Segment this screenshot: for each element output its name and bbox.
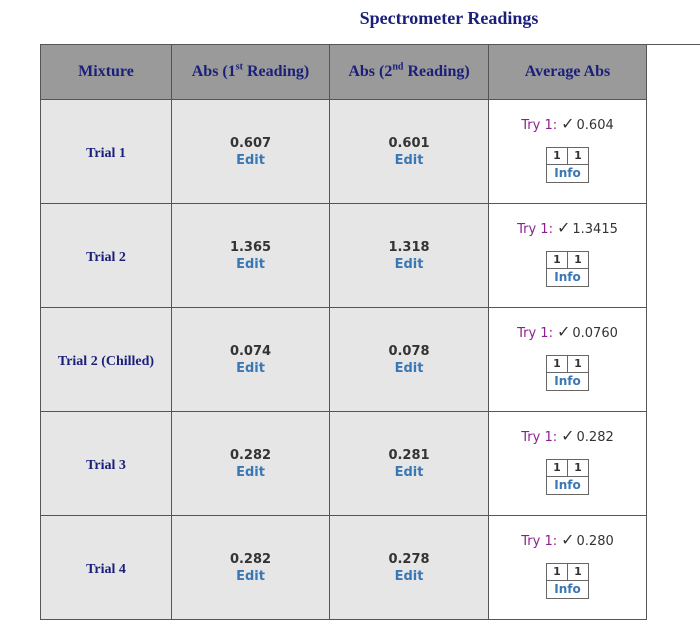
table-row — [41, 100, 647, 204]
abs1-cell — [172, 204, 330, 308]
score-badge-top — [547, 460, 588, 477]
average-cell — [489, 100, 647, 204]
abs2-edit-link[interactable]: Edit — [394, 256, 424, 272]
checkmark-icon: ✓ — [556, 218, 571, 237]
score-badge — [546, 147, 589, 183]
abs1-edit-link[interactable]: Edit — [236, 568, 265, 584]
average-cell — [489, 204, 647, 308]
try-line — [489, 426, 646, 445]
header-mixture: Mixture — [41, 45, 172, 100]
abs2-edit-link[interactable]: Edit — [394, 360, 424, 376]
score-earned: 1 — [553, 149, 561, 162]
try-line — [489, 218, 646, 237]
header-abs2-suffix: Reading) — [403, 63, 470, 80]
average-cell — [489, 308, 647, 412]
abs2-value: 0.281 — [388, 447, 430, 463]
abs1-edit-link[interactable]: Edit — [236, 360, 265, 376]
abs1-edit-link[interactable]: Edit — [236, 256, 265, 272]
mixture-cell — [41, 516, 172, 620]
checkmark-icon: ✓ — [561, 530, 575, 549]
score-possible: 1 — [567, 564, 588, 580]
score-badge-top — [547, 148, 588, 165]
abs1-cell — [172, 412, 330, 516]
average-cell — [489, 516, 647, 620]
score-badge-top — [547, 564, 588, 581]
try-label: Try 1: — [517, 326, 553, 341]
mixture-name: Trial 4 — [86, 561, 126, 577]
score-badge — [546, 563, 589, 599]
header-abs2-prefix: Abs (2 — [348, 63, 393, 80]
abs2-value: 1.318 — [388, 239, 430, 255]
mixture-name: Trial 1 — [86, 145, 126, 161]
abs1-value: 0.607 — [229, 135, 272, 151]
abs2-value: 0.601 — [388, 135, 430, 151]
average-value: 1.3415 — [572, 222, 618, 237]
table-top-rule — [646, 44, 700, 45]
checkmark-icon: ✓ — [561, 426, 575, 445]
info-link[interactable]: Info — [554, 270, 581, 284]
abs2-cell — [330, 516, 489, 620]
header-abs1-suffix: Reading) — [243, 63, 310, 80]
mixture-name: Trial 2 — [86, 249, 126, 265]
header-abs-first-reading — [172, 45, 330, 100]
table-row — [41, 204, 647, 308]
score-badge-top — [547, 356, 588, 373]
info-link[interactable]: Info — [554, 374, 581, 388]
mixture-cell — [41, 100, 172, 204]
abs2-value: 0.278 — [388, 551, 430, 567]
average-value: 0.0760 — [572, 326, 618, 341]
info-link[interactable]: Info — [554, 582, 581, 596]
table-row — [41, 412, 647, 516]
average-value: 0.282 — [576, 430, 614, 445]
abs2-edit-link[interactable]: Edit — [394, 152, 424, 168]
abs2-edit-link[interactable]: Edit — [394, 568, 424, 584]
score-badge-top — [547, 252, 588, 269]
score-badge — [546, 459, 589, 495]
abs1-value: 0.282 — [229, 447, 272, 463]
info-link[interactable]: Info — [554, 166, 581, 180]
score-possible: 1 — [567, 252, 588, 268]
abs1-value: 1.365 — [229, 239, 272, 255]
score-earned: 1 — [553, 565, 561, 578]
try-line — [489, 530, 646, 549]
abs2-cell — [330, 204, 489, 308]
mixture-cell — [41, 412, 172, 516]
abs1-cell — [172, 308, 330, 412]
score-badge — [546, 251, 589, 287]
abs2-cell — [330, 100, 489, 204]
abs2-edit-link[interactable]: Edit — [394, 464, 424, 480]
abs1-edit-link[interactable]: Edit — [236, 464, 265, 480]
try-label: Try 1: — [521, 430, 558, 445]
table-row — [41, 308, 647, 412]
mixture-name: Trial 2 (Chilled) — [57, 353, 155, 369]
abs2-cell — [330, 308, 489, 412]
score-earned: 1 — [553, 461, 561, 474]
table-row — [41, 516, 647, 620]
table-header-row — [41, 45, 647, 100]
header-abs1-sup: st — [235, 61, 243, 73]
try-label: Try 1: — [521, 118, 558, 133]
abs1-value: 0.074 — [229, 343, 272, 359]
average-cell — [489, 412, 647, 516]
abs1-cell — [172, 516, 330, 620]
abs1-cell — [172, 100, 330, 204]
checkmark-icon: ✓ — [561, 114, 575, 133]
try-label: Try 1: — [517, 222, 553, 237]
abs2-cell — [330, 412, 489, 516]
mixture-name: Trial 3 — [86, 457, 126, 473]
score-possible: 1 — [567, 356, 588, 372]
score-possible: 1 — [567, 148, 588, 164]
score-earned: 1 — [553, 253, 561, 266]
try-line — [489, 114, 646, 133]
header-abs1-prefix: Abs (1 — [191, 63, 236, 80]
page-title: Spectrometer Readings — [359, 8, 539, 28]
average-value: 0.280 — [576, 534, 614, 549]
try-line — [489, 322, 646, 341]
readings-table — [40, 44, 647, 620]
mixture-cell — [41, 308, 172, 412]
header-average-abs: Average Abs — [489, 45, 647, 100]
score-earned: 1 — [553, 357, 561, 370]
abs1-value: 0.282 — [229, 551, 272, 567]
abs2-value: 0.078 — [388, 343, 430, 359]
score-possible: 1 — [567, 460, 588, 476]
info-link[interactable]: Info — [554, 478, 581, 492]
score-badge — [546, 355, 589, 391]
average-value: 0.604 — [576, 118, 614, 133]
header-abs-second-reading — [330, 45, 489, 100]
mixture-cell — [41, 204, 172, 308]
header-abs2-sup: nd — [392, 61, 404, 73]
abs1-edit-link[interactable]: Edit — [236, 152, 265, 168]
checkmark-icon: ✓ — [556, 322, 571, 341]
try-label: Try 1: — [521, 534, 558, 549]
